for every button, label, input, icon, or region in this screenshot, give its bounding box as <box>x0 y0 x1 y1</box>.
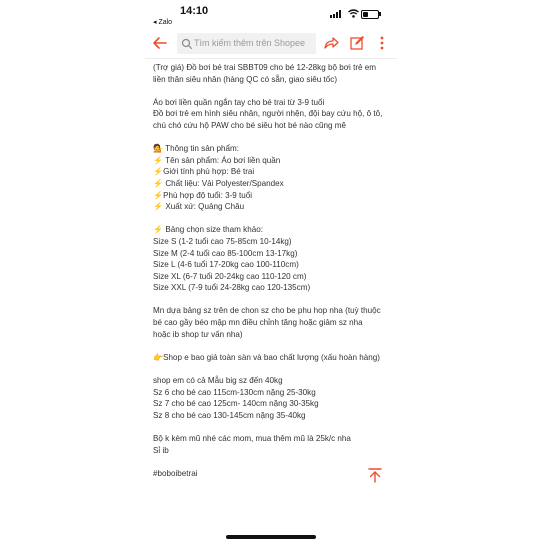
battery-icon <box>361 10 379 19</box>
search-placeholder: Tìm kiếm thêm trên Shopee <box>194 38 306 48</box>
description-line: bé cao gầy béo mập mn điều chỉnh tăng hoặc giảm sz nha <box>153 318 363 328</box>
description-line <box>153 213 393 225</box>
description-line: hoặc ib shop tư vấn nha) <box>153 329 243 339</box>
description-line: #boboibetrai <box>153 468 198 478</box>
status-bar <box>145 0 397 28</box>
description-line: Sz 8 cho bé cao 130-145cm nặng 35-40kg <box>153 410 306 420</box>
wifi-icon <box>348 9 359 20</box>
description-line: (Trợ giá) Đồ bơi bé trai SBBT09 cho bé 12-28kg bộ bơi trẻ em <box>153 63 377 72</box>
description-line <box>153 132 393 144</box>
description-line <box>153 85 393 97</box>
description-line <box>153 363 393 375</box>
description-line: Size XXL (7-9 tuổi 24-28kg cao 120-135cm) <box>153 283 311 293</box>
description-line: Size M (2-4 tuổi cao 85-100cm 13-17kg) <box>153 248 298 258</box>
description-line: Sz 6 cho bé cao 115cm-130cm nặng 25-30kg <box>153 387 316 397</box>
battery-level <box>363 12 368 17</box>
description-line: Áo bơi liền quần ngắn tay cho bé trai từ 3-9 tuổi <box>153 97 325 107</box>
description-line: Size S (1-2 tuổi cao 75-85cm 10-14kg) <box>153 236 292 246</box>
edit-icon[interactable] <box>349 35 365 51</box>
status-time: 14:10 <box>180 5 209 17</box>
description-line: ⚡ Tên sản phẩm: Áo bơi liền quần <box>153 155 281 165</box>
description-line: 👉Shop e bao giá toàn sàn và bao chất lượng (xấu hoàn hàng) <box>153 352 380 362</box>
description-line: shop em có cả Mẫu big sz đến 40kg <box>153 376 283 386</box>
product-description <box>153 62 393 479</box>
top-nav-bar <box>145 30 397 59</box>
scroll-to-top-icon[interactable] <box>367 467 383 483</box>
search-icon <box>181 37 193 49</box>
description-line <box>153 421 393 433</box>
battery-cap <box>379 12 381 16</box>
description-line: ⚡Phù hợp độ tuổi: 3-9 tuổi <box>153 190 253 200</box>
description-line: Sz 7 cho bé cao 125cm- 140cm nặng 30-35kg <box>153 399 319 409</box>
cellular-signal-icon <box>330 10 344 18</box>
back-to-app-link[interactable]: ◂ Zalo <box>153 19 173 26</box>
description-line: Mn dựa bảng sz trên de chon sz cho be phu hop nha (tuỳ thuộc <box>153 306 381 316</box>
description-line <box>153 340 393 352</box>
description-line: ⚡Giới tính phù hợp: Bé trai <box>153 167 255 177</box>
description-line: liền thân siêu nhân (hàng QC có sẵn, giao siêu tốc) <box>153 74 338 84</box>
more-vertical-icon[interactable] <box>378 35 386 51</box>
description-line: Size L (4-6 tuổi 17-20kg cao 100-110cm) <box>153 260 299 270</box>
description-line <box>153 456 393 468</box>
description-line: ⚡ Chất liệu: Vải Polyester/Spandex <box>153 178 284 188</box>
description-line: 💁 Thông tin sản phẩm: <box>153 144 239 154</box>
description-line: chú chó cứu hộ PAW cho bé siêu hot bé nào cũng mê <box>153 120 347 130</box>
back-arrow-icon[interactable] <box>151 34 169 52</box>
description-line: Bộ k kèm mũ nhé các mom, mua thêm mũ là 25k/c nha <box>153 434 351 443</box>
phone-screen <box>145 0 397 543</box>
home-indicator <box>226 535 316 539</box>
description-line: Size XL (6-7 tuổi 20-24kg cao 110-120 cm) <box>153 271 307 281</box>
description-line <box>153 294 393 306</box>
share-icon[interactable] <box>323 35 339 51</box>
search-input[interactable] <box>177 33 316 54</box>
description-line: ⚡ Xuất xứ: Quảng Châu <box>153 202 245 212</box>
description-line: Sỉ ib <box>153 445 169 455</box>
description-line: Đồ bơi trẻ em hình siêu nhân, người nhện, đội bay cứu hộ, ô tô, <box>153 109 383 119</box>
description-line: ⚡ Bảng chọn size tham khảo: <box>153 225 263 235</box>
